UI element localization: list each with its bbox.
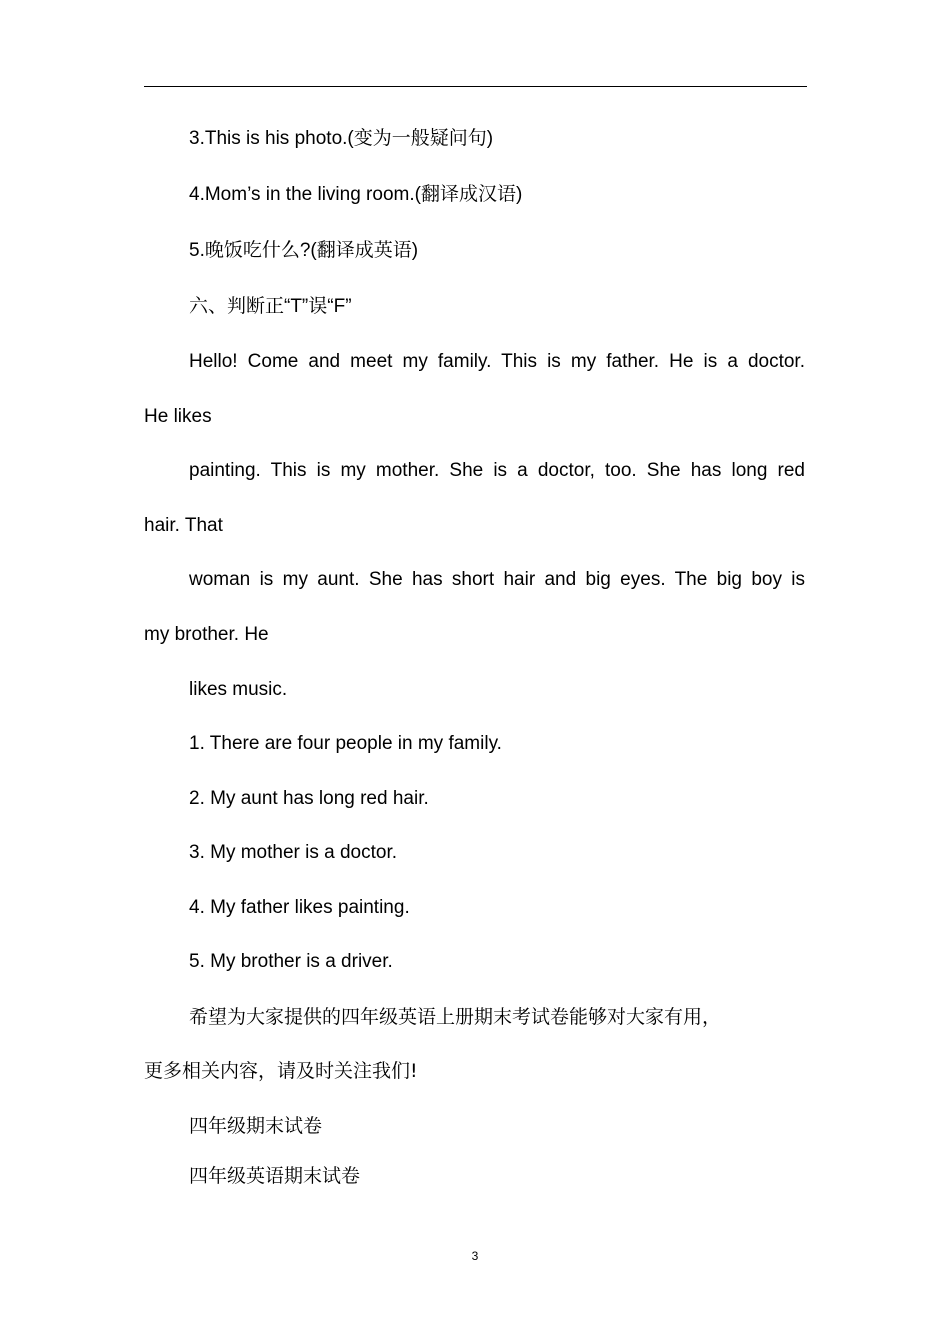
closing-line-2: 更多相关内容，请及时关注我们! bbox=[144, 1060, 418, 1082]
passage-line-1-wrap: He likes bbox=[144, 406, 212, 427]
statement-3: 3. My mother is a doctor. bbox=[189, 842, 398, 863]
statement-1: 1. There are four people in my family. bbox=[189, 733, 502, 754]
passage-line-2: painting. This is my mother. She is a doctor, too. She has long red bbox=[189, 460, 805, 481]
closing-line-1: 希望为大家提供的四年级英语上册期末考试卷能够对大家有用， bbox=[189, 1006, 722, 1028]
question-5-line: 5.晚饭吃什么?(翻译成英语) bbox=[189, 240, 419, 261]
statement-4: 4. My father likes painting. bbox=[189, 897, 410, 918]
passage-line-3: woman is my aunt. She has short hair and big eyes. The big boy is bbox=[189, 569, 805, 590]
question-4-line: 4.Mom’s in the living room.(翻译成汉语) bbox=[189, 184, 523, 205]
passage-line-2-wrap: hair. That bbox=[144, 515, 223, 536]
question-3-line: 3.This is his photo.(变为一般疑问句) bbox=[189, 128, 494, 149]
related-link-1: 四年级期末试卷 bbox=[189, 1115, 323, 1137]
passage-line-1: Hello! Come and meet my family. This is my father. He is a doctor. bbox=[189, 351, 805, 372]
passage-line-3-wrap: my brother. He bbox=[144, 624, 269, 645]
passage-line-4: likes music. bbox=[189, 679, 288, 700]
related-link-2: 四年级英语期末试卷 bbox=[189, 1165, 361, 1187]
section-6-heading: 六、判断正“T”误“F” bbox=[189, 296, 352, 317]
statement-5: 5. My brother is a driver. bbox=[189, 951, 393, 972]
page-number: 3 bbox=[471, 1249, 479, 1263]
header-rule bbox=[144, 86, 807, 87]
statement-2: 2. My aunt has long red hair. bbox=[189, 788, 429, 809]
